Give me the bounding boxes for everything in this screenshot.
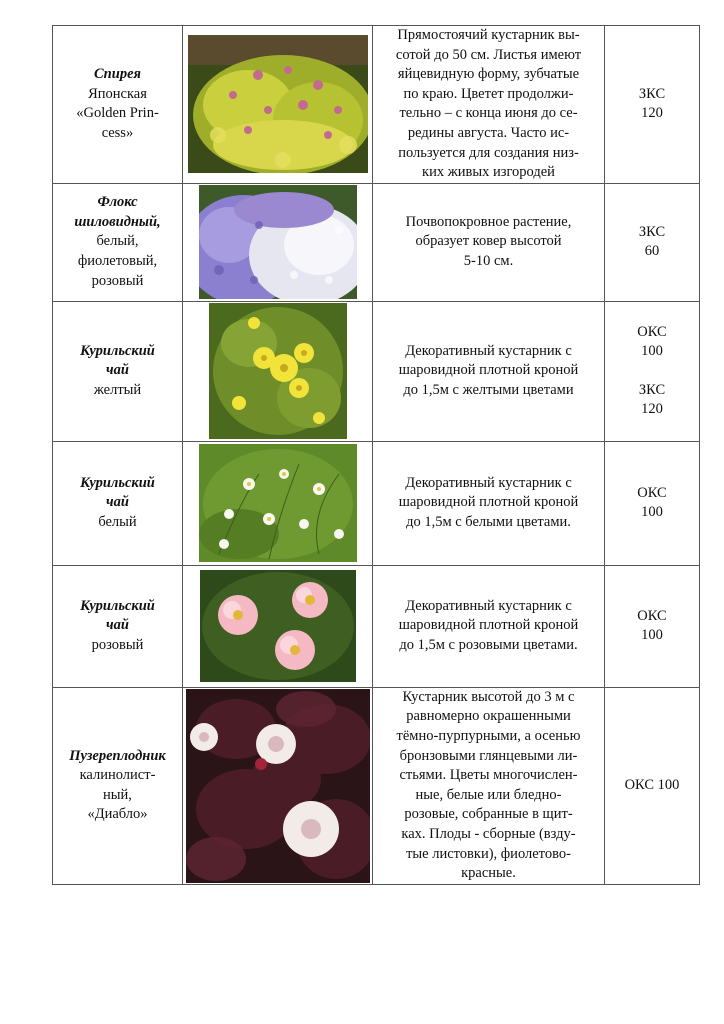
description-line: красные. (461, 865, 516, 882)
stock-size: 60 (644, 243, 660, 260)
phlox-photo-icon (199, 185, 357, 299)
description-line: Почвопокровное растение, (405, 213, 572, 230)
plant-name-bold: Флокс (97, 194, 138, 211)
description-line: Прямостоячий кустарник вы- (397, 27, 580, 43)
plant-name-cell (53, 26, 183, 184)
stock-code: ОКС (637, 607, 667, 624)
plant-name-bold: Курильский (80, 597, 155, 614)
table-row (53, 183, 700, 301)
code-spacer (605, 362, 699, 381)
plant-photo-cell (183, 26, 373, 184)
stock-code: ЗКС (638, 85, 666, 102)
table-row (53, 26, 700, 184)
potentilla-yellow-photo-icon (209, 303, 347, 439)
plant-description-cell (373, 687, 605, 884)
plant-name-line: калинолист- (79, 767, 156, 784)
description-line: Кустарник высотой до 3 м с (402, 688, 575, 705)
description-line: шаровидной плотной кроной (398, 362, 579, 379)
plant-name-bold: Спирея (94, 66, 141, 83)
plant-name-line: ный, (103, 786, 132, 803)
description-line: тые листовки), фиолетово- (406, 845, 571, 862)
stock-code: ЗКС (638, 223, 666, 240)
potentilla-white-photo-icon (199, 444, 357, 562)
plant-name-line: «Golden Prin- (76, 105, 159, 122)
description-line: до 1,5м с белыми цветами. (406, 514, 571, 531)
description-line: ные, белые или бледно- (415, 786, 562, 803)
table-row (53, 565, 700, 687)
stock-code: ОКС (637, 323, 667, 340)
plant-name-bold: шиловидный, (74, 213, 161, 230)
stock-size: 100 (641, 504, 663, 521)
description-line: 5-10 см. (463, 253, 514, 270)
description-line: до 1,5м с розовыми цветами. (399, 637, 578, 654)
plant-name-cell (53, 441, 183, 565)
plant-name-bold: чай (106, 617, 129, 634)
plant-photo-cell (183, 301, 373, 441)
potentilla-pink-photo-icon (200, 570, 356, 682)
physocarpus-photo-icon (186, 689, 370, 883)
plant-description-cell (373, 441, 605, 565)
plant-description-cell (373, 301, 605, 441)
plant-name-cell (53, 183, 183, 301)
plant-photo-cell (183, 565, 373, 687)
plant-name-cell (53, 301, 183, 441)
plant-name-line: фиолетовый, (77, 253, 158, 270)
stock-size: 100 (641, 343, 663, 360)
plant-name-bold: Курильский (80, 342, 155, 359)
description-line: пользуется для создания низ- (398, 144, 579, 161)
stock-code: ЗКС (638, 381, 666, 398)
description-line: шаровидной плотной кроной (398, 494, 579, 511)
table-row (53, 687, 700, 884)
plant-description-cell (373, 26, 605, 184)
plant-name-line: желтый (93, 382, 142, 399)
description-line: по краю. Цветет продолжи- (403, 85, 574, 102)
spiraea-photo-icon (188, 35, 368, 173)
plant-name-bold: чай (106, 494, 129, 511)
plant-name-line: розовый (91, 637, 144, 654)
description-line: Декоративный кустарник с (405, 597, 572, 614)
table-row (53, 441, 700, 565)
description-line: стьями. Цветы многочислен- (399, 767, 578, 784)
plant-name-line: белый (98, 514, 137, 531)
plant-name-line: cess» (101, 124, 134, 141)
plant-name-line: розовый (91, 272, 144, 289)
stock-code: ОКС (637, 484, 667, 501)
plant-description-cell (373, 183, 605, 301)
description-line: редины августа. Часто ис- (407, 124, 570, 141)
description-line: образует ковер высотой (415, 233, 562, 250)
description-line: шаровидной плотной кроной (398, 617, 579, 634)
plant-table (52, 25, 700, 885)
plant-code-cell (605, 441, 700, 565)
plant-name-line: белый, (96, 233, 139, 250)
plant-name-cell (53, 687, 183, 884)
plant-photo-cell (183, 183, 373, 301)
stock-size: 100 (641, 627, 663, 644)
plant-code-cell (605, 26, 700, 184)
description-line: равномерно окрашенными (406, 708, 571, 725)
description-line: до 1,5м с желтыми цветами (403, 382, 574, 399)
description-line: яйцевидную форму, зубчатые (397, 66, 580, 83)
plant-name-bold: чай (106, 362, 129, 379)
description-line: ках. Плоды - сборные (взду- (401, 825, 576, 842)
table-row (53, 301, 700, 441)
description-line: бронзовыми глянцевыми ли- (399, 747, 578, 764)
description-line: сотой до 50 см. Листья имеют (395, 46, 582, 63)
plant-name-line: «Диабло» (87, 806, 148, 823)
plant-name-cell (53, 565, 183, 687)
plant-description-cell (373, 565, 605, 687)
plant-photo-cell (183, 687, 373, 884)
plant-code-cell (605, 301, 700, 441)
description-line: розовые, собранные в щит- (404, 806, 573, 823)
plant-name-line: Японская (88, 85, 147, 102)
plant-photo-cell (183, 441, 373, 565)
plant-code-cell (605, 183, 700, 301)
description-line: Декоративный кустарник с (405, 342, 572, 359)
stock-size: 120 (641, 401, 663, 418)
plant-code-cell (605, 565, 700, 687)
description-line: тёмно-пурпурными, а осенью (396, 727, 581, 744)
description-line: ких живых изгородей (422, 164, 555, 181)
stock-size: 120 (641, 105, 663, 122)
description-line: тельно – с конца июня до се- (399, 105, 578, 122)
description-line: Декоративный кустарник с (405, 474, 572, 491)
plant-code-cell (605, 687, 700, 884)
plant-name-bold: Курильский (80, 474, 155, 491)
stock-code: ОКС 100 (624, 776, 680, 793)
plant-name-bold: Пузереплодник (69, 747, 166, 764)
